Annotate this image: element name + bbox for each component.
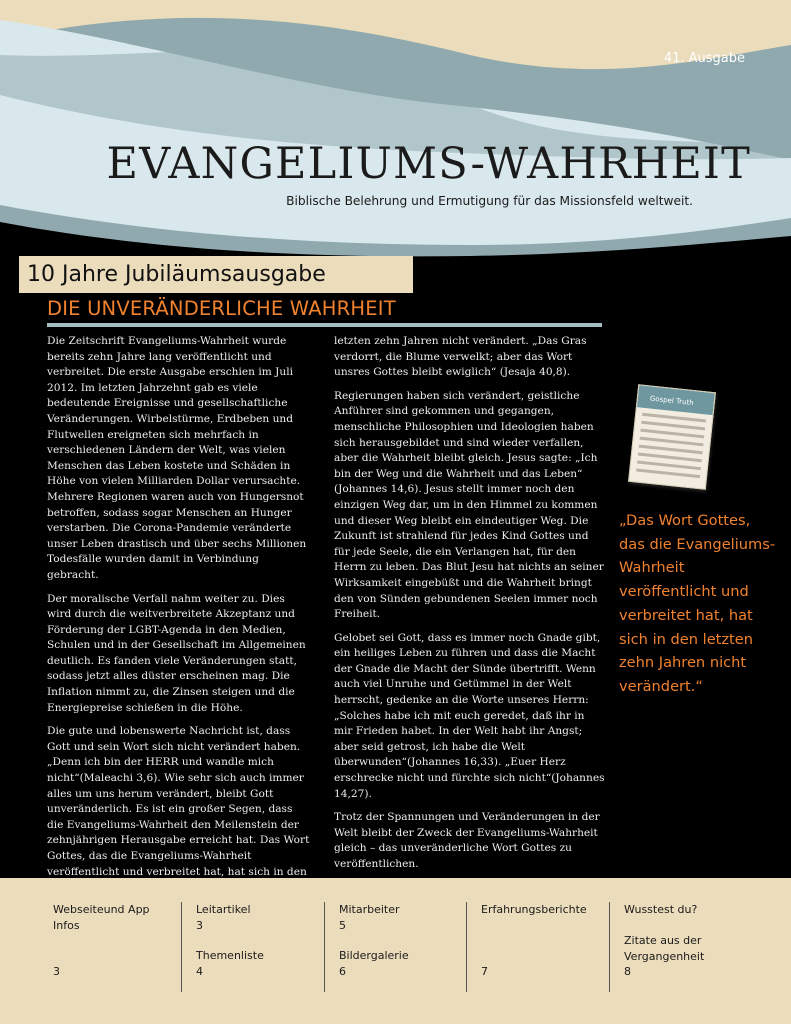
- paragraph: Die gute und lobenswerte Nachricht ist, dass Gott und sein Wort sich nicht verändert haben. „Denn ich bin der HERR und wandle mich nicht“(Maleachi 3,6). Wie sehr sich auch immer alles um uns herum verändert, bleibt Gott unveränderlich. Es ist ein großer Segen, dass die Evangeliums-Wahrheit den Meilenstein der zehnjährigen Herausgabe erreicht hat. Das Wort Gottes, das die Evangeliums-Wahrheit veröffentlicht und verbreitet hat, hat sich in den: [47, 725, 310, 878]
- pull-quote: „Das Wort Gottes, das die Evangeliums-Wahrheit veröffentlicht und verbreitet hat, hat sich in den letzten zehn Jahren nicht verändert.“: [619, 512, 776, 695]
- anniversary-banner: 10 Jahre Jubiläumsausgabe: [19, 256, 413, 293]
- toc-page-number: 8: [624, 965, 631, 978]
- toc-item-bildergalerie[interactable]: [339, 948, 464, 979]
- toc-column: [609, 902, 751, 992]
- toc-label: Erfahrungsberichte: [481, 903, 587, 916]
- publication-subtitle: Biblische Belehrung und Ermutigung für das Missionsfeld weltweit.: [286, 194, 693, 208]
- toc-item-mitarbeiter[interactable]: [339, 902, 464, 933]
- toc-label: Zitate aus der Vergangenheit: [624, 934, 705, 963]
- toc-label: Bildergalerie: [339, 949, 409, 962]
- toc-page-number: 3: [196, 918, 203, 932]
- paragraph: Trotz der Spannungen und Veränderungen in der Welt bleibt der Zweck der Evangeliums-Wahrheit gleich – das unveränderliche Wort Gottes zu veröffentlichen.: [334, 811, 600, 870]
- cover-line: [636, 468, 700, 478]
- toc-label: Wusstest du?: [624, 903, 698, 916]
- article-column-1: [47, 334, 311, 888]
- toc-item-erfahrungsberichte[interactable]: [481, 902, 606, 978]
- toc-label: Mitarbeiter: [339, 903, 400, 916]
- issue-number: 41. Ausgabe: [663, 51, 745, 66]
- cover-title: Gospel Truth: [637, 385, 715, 415]
- toc-item-website-app[interactable]: [53, 902, 178, 978]
- paragraph: Die Zeitschrift Evangeliums-Wahrheit wurde bereits zehn Jahre lang veröffentlicht und verbreitet. Die erste Ausgabe erschien im Juli 2012. Im letzten Jahrzehnt gab es viele bedeutende Ereignisse und gesellschaftliche Veränderungen. Wirbelstürme, Erdbeben und Flutwellen ereigneten sich mehrfach in verschiedenen Ländern der Welt, was vielen Menschen das Leben kostete und Schäden in Höhe von vielen Milliarden Dollar verursachte. Mehrere Regionen waren auch von Hungersnot betroffen, sodass sogar Menschen an Hunger verstarben. Die Corona-Pandemie veränderte unser Leben drastisch und über sechs Millionen Todesfälle wurden damit in Verbindung gebracht.: [47, 335, 307, 581]
- toc-column: [466, 902, 608, 992]
- masthead: [0, 0, 791, 262]
- toc-column: [39, 902, 181, 992]
- toc-column: [324, 902, 466, 992]
- toc-item-zitate[interactable]: [624, 933, 749, 980]
- toc-page-number: 4: [196, 964, 203, 978]
- paragraph: Gelobet sei Gott, dass es immer noch Gnade gibt, ein heiliges Leben zu führen und dass die Macht der Gnade die Macht der Sünde übertrifft. Wenn auch viel Unruhe und Getümmel in der Welt herrscht, gedenke an die Worte unseres Herrn: „Solches habe ich mit euch geredet, daß ihr in mir Frieden habet. In der Welt habt ihr Angst; aber seid getrost, ich habe die Welt überwunden“(Johannes 16,33). „Euer Herz erschrecke nicht und fürchte sich nicht“(Johannes 14,27).: [334, 631, 605, 800]
- paragraph: letzten zehn Jahren nicht verändert. „Das Gras verdorrt, die Blume verwelkt; aber das Wort unsres Gottes bleibt ewiglich“ (Jesaja 40,8).: [334, 335, 587, 379]
- wave-background: [0, 0, 791, 262]
- headline-rule: [47, 323, 602, 327]
- toc-label: Leitartikel: [196, 903, 251, 916]
- toc-item-leitartikel[interactable]: [196, 902, 321, 933]
- publication-title: EVANGELIUMS-WAHRHEIT: [106, 139, 751, 189]
- toc-item-wusstest-du[interactable]: [624, 902, 749, 918]
- toc-page-number: 7: [481, 965, 488, 978]
- table-of-contents: [0, 878, 791, 1024]
- paragraph: Der moralische Verfall nahm weiter zu. Dies wird durch die weitverbreitete Akzeptanz und Förderung der LGBT-Agenda in den Medien, Schulen und in der Gesellschaft im Allgemeinen deutlich. Es fanden viele Veränderungen statt, sodass jetzt alles düster erscheinen mag. Die Inflation nimmt zu, die Zinsen steigen und die Energiepreise schießen in die Höhe.: [47, 592, 306, 714]
- toc-label: Webseiteund App Infos: [53, 903, 150, 932]
- article-headline: DIE UNVERÄNDERLICHE WAHRHEIT: [47, 297, 396, 320]
- paragraph: Regierungen haben sich verändert, geistliche Anführer sind gekommen und gegangen, menschliche Philosophien und Ideologien haben sich herausgebildet und sind wieder verfallen, aber die Wahrheit bleibt gleich. Jesus sagte: „Ich bin der Weg und die Wahrheit und das Leben“ (Johannes 14,6). Jesus stellt immer noch den einzigen Weg dar, um in den Himmel zu kommen und dieser Weg bleibt ein eindeutiger Weg. Die Zukunft ist strahlend für jedes Kind Gottes und für jede Seele, die ein Verlangen hat, für den Herrn zu leben. Das Blut Jesu hat nichts an seiner Wirksamkeit eingebüßt und die Wahrheit bringt den von Sünden gebundenen Seelen immer noch Freiheit.: [334, 389, 604, 621]
- toc-page-number: 5: [339, 918, 346, 932]
- toc-label: Themenliste: [196, 949, 264, 962]
- article-column-2: [334, 334, 605, 881]
- toc-page-number: 6: [339, 964, 346, 978]
- toc-item-themenliste[interactable]: [196, 948, 321, 979]
- magazine-cover-image: [628, 384, 716, 490]
- toc-column: [181, 902, 323, 992]
- toc-page-number: 3: [53, 965, 60, 978]
